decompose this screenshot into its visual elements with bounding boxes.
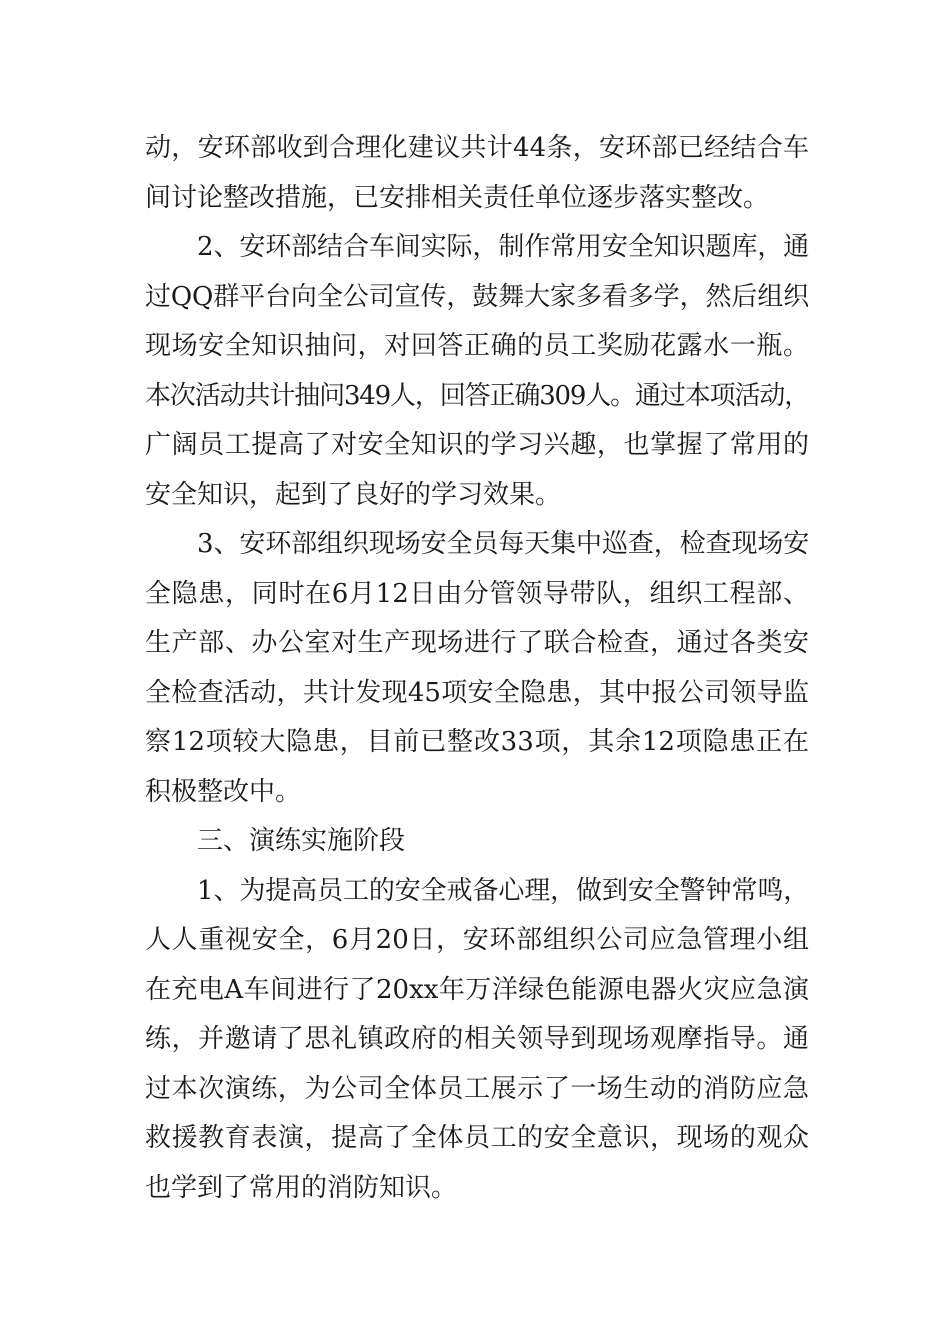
text-line: 1、为提高员工的安全戒备心理，做到安全警钟常鸣， bbox=[197, 875, 809, 906]
text-line: 察12项较大隐患，目前已整改33项，其余12项隐患正在 bbox=[145, 727, 809, 757]
text-line: 生产部、办公室对生产现场进行了联合检查，通过各类安 bbox=[145, 628, 809, 658]
text-line: 间讨论整改措施，已安排相关责任单位逐步落实整改。 bbox=[145, 182, 770, 213]
document-body bbox=[145, 124, 809, 1213]
text-line: 救援教育表演，提高了全体员工的安全意识，现场的观众 bbox=[145, 1123, 809, 1153]
text-line: 现场安全知识抽问，对回答正确的员工奖励花露水一瓶。 bbox=[145, 331, 809, 361]
text-line: 2、安环部结合车间实际，制作常用安全知识题库，通 bbox=[197, 232, 809, 262]
text-line: 3、安环部组织现场安全员每天集中巡查，检查现场安 bbox=[197, 529, 809, 559]
text-line: 动，安环部收到合理化建议共计44条，安环部已经结合车 bbox=[145, 133, 809, 163]
text-line: 人人重视安全，6月20日，安环部组织公司应急管理小组 bbox=[145, 925, 809, 955]
text-line: 三、演练实施阶段 bbox=[197, 826, 406, 856]
text-line: 全隐患，同时在6月12日由分管领导带队，组织工程部、 bbox=[145, 578, 809, 609]
text-line: 练，并邀请了思礼镇政府的相关领导到现场观摩指导。通 bbox=[145, 1024, 809, 1054]
text-line: 过本次演练，为公司全体员工展示了一场生动的消防应急 bbox=[145, 1073, 809, 1104]
text-line: 全检查活动，共计发现45项安全隐患，其中报公司领导监 bbox=[145, 677, 809, 708]
text-line: 安全知识，起到了良好的学习效果。 bbox=[145, 479, 562, 510]
text-line: 本次活动共计抽问349人，回答正确309人。通过本项活动， bbox=[145, 380, 809, 411]
text-line: 过QQ群平台向全公司宣传，鼓舞大家多看多学，然后组织 bbox=[145, 281, 809, 312]
text-line: 积极整改中。 bbox=[145, 776, 302, 807]
text-line: 广阔员工提高了对安全知识的学习兴趣，也掌握了常用的 bbox=[145, 430, 809, 460]
text-line: 也学到了常用的消防知识。 bbox=[145, 1172, 458, 1203]
text-line: 在充电A车间进行了20xx年万洋绿色能源电器火灾应急演 bbox=[145, 974, 809, 1005]
